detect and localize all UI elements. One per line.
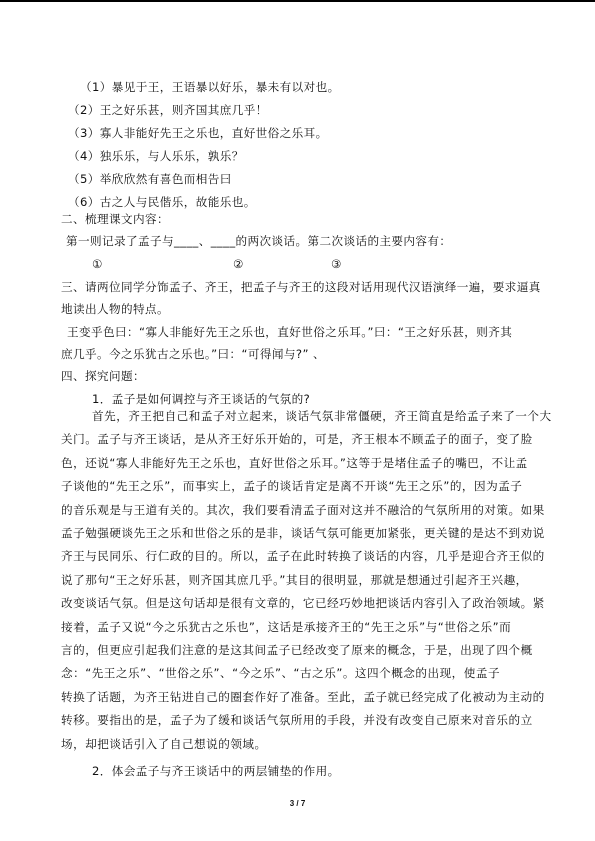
answer-line: 念：“先王之乐”、“世俗之乐”、“今之乐”、“古之乐”。这四个概念的出现，使孟子	[61, 666, 501, 681]
section-2-line: 第一则记录了孟子与____、____的两次谈话。第二次谈话的主要内容有：	[66, 234, 452, 248]
section-3-line-2: 地读出人物的特点。	[61, 302, 169, 316]
item-4: （4）独乐乐，与人乐乐，孰乐？	[68, 149, 244, 163]
quote-line-1: 王变乎色曰：“寡人非能好先王之乐也，直好世俗之乐耳。”曰：“王之好乐甚，则齐其	[67, 325, 513, 339]
circle-2: ②	[233, 257, 244, 271]
answer-line: 子谈他的“先王之乐”，而事实上，孟子的谈话肯定是离不开谈“先王之乐”的，因为孟子	[61, 479, 523, 494]
answer-line: 场，却把谈话引入了自己想说的领域。	[61, 736, 267, 751]
circle-1: ①	[92, 257, 103, 271]
circle-3: ③	[331, 257, 342, 271]
item-1: （1）暴见于王，王语暴以好乐，暴未有以对也。	[80, 80, 340, 94]
page-number: 3 / 7	[289, 799, 306, 808]
answer-line: 转换了话题，为齐王钻进自己的圈套作好了准备。至此，孟子就已经完成了化被动为主动的	[61, 689, 545, 704]
section-3-line-1: 三、请两位同学分饰孟子、齐王，把孟子与齐王的这段对话用现代汉语演绎一遍，要求逼真	[61, 280, 541, 294]
answer-line: 转移。要指出的是，孟子为了缓和谈话气氛所用的手段，并没有改变自己原来对音乐的立	[61, 713, 533, 728]
answer-line: 改变谈话气氛。但是这句话却是很有文章的，它已经巧妙地把谈话内容引入了政治领域。紧	[61, 596, 545, 611]
answer-line: 色，还说“寡人非能好先王之乐也，直好世俗之乐耳。”这等于是堵住孟子的嘴巴，不让孟	[61, 455, 528, 470]
header-rule	[0, 0, 595, 2]
question-2: 2．体会孟子与齐王谈话中的两层铺垫的作用。	[92, 764, 340, 778]
item-6: （6）古之人与民偕乐，故能乐也。	[68, 195, 256, 209]
answer-line: 关门。孟子与齐王谈话，是从齐王好乐开始的，可是，齐王根本不顾孟子的面子，变了脸	[61, 432, 533, 447]
answer-line: 接着，孟子又说“今之乐犹古之乐也”，这话是承接齐王的“先王之乐”与“世俗之乐”而	[61, 619, 512, 634]
item-3: （3）寡人非能好先王之乐也，直好世俗之乐耳。	[68, 126, 328, 140]
question-1: 1．孟子是如何调控与齐王谈话的气氛的?	[92, 392, 311, 406]
answer-line: 的音乐观是与王道有关的。其次，我们要看清孟子面对这并不融洽的气氛所用的对策。如果	[61, 502, 545, 517]
item-5: （5）举欣欣然有喜色而相告曰	[68, 172, 232, 186]
answer-paragraph	[61, 405, 552, 756]
quote-line-2: 庶几乎。今之乐犹古之乐也。”曰：“可得闻与?” 、	[61, 347, 325, 361]
section-2-heading: 二、梳理课文内容：	[61, 212, 169, 226]
answer-line: 齐王与民同乐、行仁政的目的。所以，孟子在此时转换了谈话的内容，几乎是迎合齐王似的	[61, 549, 545, 564]
answer-line: 孟子勉强硬谈先王之乐和世俗之乐的是非，谈话气氛可能更加紧张，更关键的是达不到劝说	[61, 526, 545, 541]
answer-line: 说了那句“王之好乐甚，则齐国其庶几乎。”其目的很明显，那就是想通过引起齐王兴趣，	[61, 572, 528, 587]
section-4-heading: 四、探究问题：	[61, 369, 145, 383]
answer-line: 言的，但更应引起我们注意的是这其间孟子已经改变了原来的概念，于是，出现了四个概	[61, 643, 533, 658]
answer-line: 首先，齐王把自己和孟子对立起来，谈话气氛非常僵硬，齐王简直是给孟子来了一个大	[92, 409, 552, 423]
item-2: （2）王之好乐甚，则齐国其庶几乎！	[68, 103, 268, 117]
